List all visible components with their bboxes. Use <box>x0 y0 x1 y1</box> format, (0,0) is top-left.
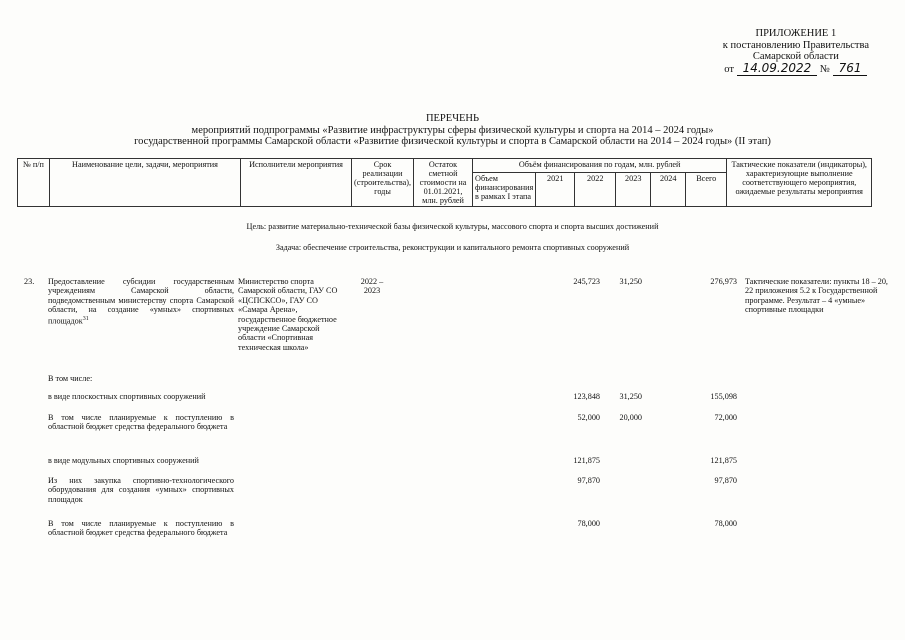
appendix-date-line <box>723 60 869 76</box>
item-total: 276,973 <box>710 277 737 286</box>
table-header <box>17 158 872 207</box>
subrow-total: 78,000 <box>714 519 737 528</box>
col-executors: Исполнители мероприятия <box>241 159 352 207</box>
col-remaining: Остаток сметной стоимости на 01.01.2021, млн. рублей <box>414 159 473 207</box>
title-line1: мероприятий подпрограммы «Развитие инфраструктуры сферы физической культуры и спорта на 2014 – 2024 годы» <box>191 124 714 136</box>
subrow-2023: 31,250 <box>619 392 642 401</box>
item-name <box>48 277 234 326</box>
col-stage1: Объем финансирования в рамках I этапа <box>473 172 536 206</box>
item-executors: Министерство спорта Самарской области, ГАУ СО «ЦСПСКСО», ГАУ СО «Самара Арена», государственное бюджетное учреждение Самарской области «Спортивная техническая школа» <box>238 277 338 352</box>
col-name: Наименование цели, задачи, мероприятия <box>50 159 241 207</box>
subrow-total: 72,000 <box>714 413 737 422</box>
document-title <box>0 113 905 148</box>
subrow-2022: 97,870 <box>577 476 600 485</box>
subrow-name: в виде плоскостных спортивных сооружений <box>48 392 206 401</box>
appendix-block <box>723 28 869 75</box>
title-heading: ПЕРЕЧЕНЬ <box>425 113 480 124</box>
col-funding: Объём финансирования по годам, млн. рублей <box>473 159 727 173</box>
col-num: № п/п <box>18 159 50 207</box>
subrow-name: в виде модульных спортивных сооружений <box>48 456 199 465</box>
item-name-text: Предоставление субсидии государственным учреждениям Самарской области, подведомственным министерству спорта Самарской области, на создание «умных» спортивных площадок <box>48 277 234 326</box>
appendix-title: ПРИЛОЖЕНИЕ 1 <box>755 28 837 39</box>
col-2023: 2023 <box>616 172 651 206</box>
col-2022: 2022 <box>575 172 616 206</box>
appendix-date: 14.09.2022 <box>737 61 818 76</box>
col-2021: 2021 <box>536 172 575 206</box>
item-footnote: 31 <box>82 315 89 322</box>
subrow-total: 97,870 <box>714 476 737 485</box>
item-number: 23. <box>24 277 35 286</box>
goal-line: Цель: развитие материально-технической базы физической культуры, массового спорта и спорта высших достижений <box>246 222 659 231</box>
including-label: В том числе: <box>48 374 93 383</box>
subrow-name: Из них закупка спортивно-технологического оборудования для создания «умных» спортивных площадок <box>48 476 234 504</box>
subrow-name: В том числе планируемые к поступлению в областной бюджет средства федерального бюджета <box>48 413 234 432</box>
subrow-2022: 52,000 <box>577 413 600 422</box>
subrow-2023: 20,000 <box>619 413 642 422</box>
col-term: Срок реализации (строительства), годы <box>352 159 414 207</box>
subrow-2022: 123,848 <box>573 392 600 401</box>
appendix-number: 761 <box>833 61 868 76</box>
number-label: № <box>819 63 830 75</box>
appendix-line1: к постановлению Правительства <box>722 39 869 51</box>
subrow-total: 121,875 <box>710 456 737 465</box>
task-line: Задача: обеспечение строительства, реконструкции и капитального ремонта спортивных сооружений <box>275 243 630 252</box>
subrow-2022: 121,875 <box>573 456 600 465</box>
appendix-line2: Самарской области <box>752 51 839 62</box>
col-2024: 2024 <box>651 172 686 206</box>
subrow-name: В том числе планируемые к поступлению в областной бюджет средства федерального бюджета <box>48 519 234 538</box>
subrow-total: 155,098 <box>710 392 737 401</box>
col-indicators: Тактические показатели (индикаторы), характеризующие выполнение соответствующего мероприятия, ожидаемые результаты мероприятия <box>727 159 872 207</box>
from-label: от <box>724 63 734 75</box>
item-term: 2022 – 2023 <box>360 277 384 296</box>
subrow-2022: 78,000 <box>577 519 600 528</box>
item-2022: 245,723 <box>573 277 600 286</box>
col-total: Всего <box>686 172 727 206</box>
title-line2: государственной программы Самарской области «Развитие физической культуры и спорта в Самарской области на 2014 – 2024 годы» (II этап) <box>134 136 771 147</box>
item-2023: 31,250 <box>619 277 642 286</box>
item-indicators: Тактические показатели: пункты 18 – 20, 22 приложения 5.2 к Государственной программе. Результат – 4 «умные» спортивные площадки <box>745 277 888 315</box>
